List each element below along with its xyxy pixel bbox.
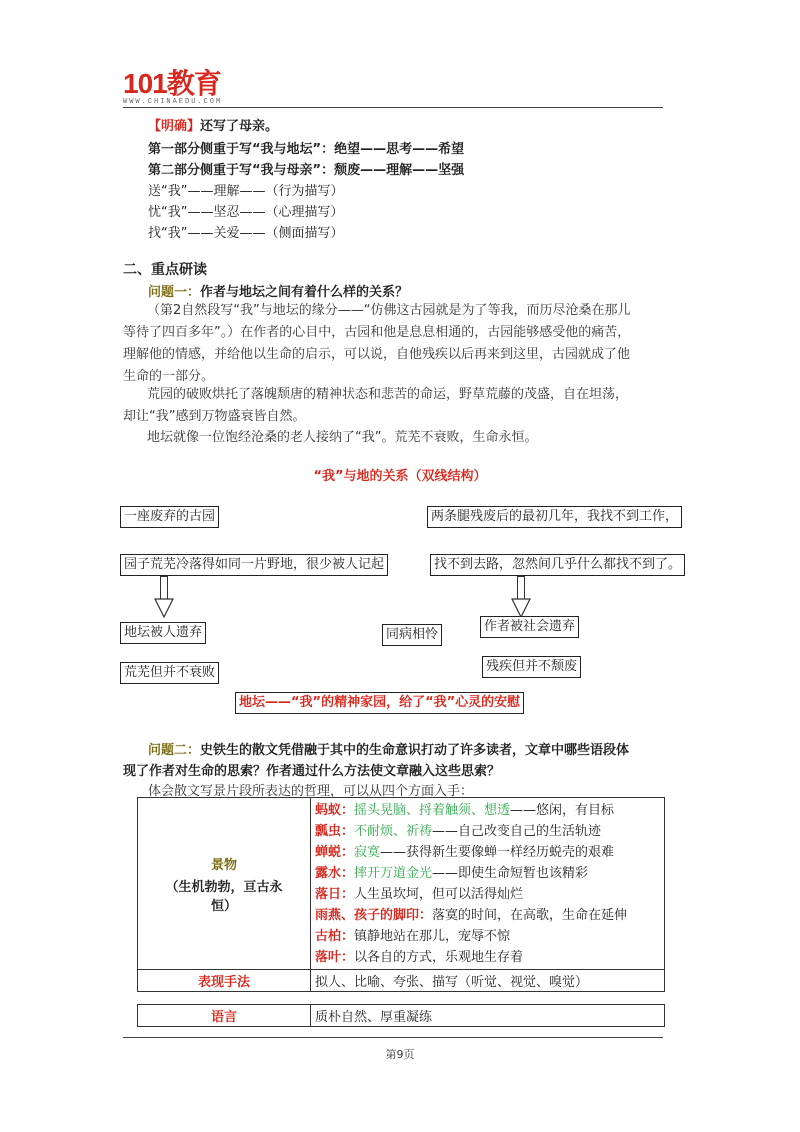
list-item: 古柏：镇静地站在那儿，宠辱不惊: [315, 929, 511, 944]
scene-details-cell: [311, 798, 665, 970]
q2-label: 问题二：: [148, 743, 201, 758]
list-item: 蝉蜕：寂寞——获得新生要像蝉一样经历蜕壳的艰难: [315, 845, 615, 860]
header-rule: [123, 107, 663, 108]
question-2-line-1: [148, 741, 629, 761]
page-number: 第9页: [385, 1048, 415, 1061]
mother-line-2: 忧“我”——坚忍——（心理描写）: [148, 205, 344, 220]
logo-subtext: WWW.CHINAEDU.COM: [123, 98, 223, 106]
list-item: 露水：摔开万道金光——即使生命短暂也该精彩: [315, 866, 589, 881]
diagram-left-box-2: 园子荒芜冷落得如同一片野地，很少被人记起: [120, 554, 388, 576]
list-item: 雨燕、孩子的脚印：落寞的时间，在高歌，生命在延伸: [315, 908, 628, 923]
diagram-right-box-3: 作者被社会遗弃: [480, 616, 579, 638]
part1-summary: 第一部分侧重于写“我与地坛”：绝望——思考——希望: [148, 142, 465, 157]
right-arrow-head: [511, 598, 531, 618]
method-label: 表现手法: [138, 970, 311, 992]
question-2-line-2: 现了作者对生命的思索？作者通过什么方法使文章融入这些思索？: [123, 764, 501, 779]
paragraph-2: 荒园的破败烘托了落魄颓唐的精神状态和悲苦的命运，野草荒藤的茂盛，自在坦荡，却让“我”感到万物盛衰皆自然。: [123, 387, 629, 424]
left-arrow-head: [154, 598, 174, 618]
left-arrow-shaft: [160, 576, 168, 599]
right-arrow-shaft: [517, 576, 525, 599]
table-row: [138, 970, 665, 992]
analysis-table: [137, 797, 665, 992]
footer-rule: [123, 1037, 663, 1038]
scene-subtitle-2: 恒）: [210, 898, 237, 914]
diagram-conclusion-box: 地坛——“我”的精神家园，给了“我”心灵的安慰: [235, 692, 524, 714]
method-value: 拟人、比喻、夸张、描写（听觉、视觉、嗅觉）: [311, 970, 665, 992]
diagram-right-box-2: 找不到去路，忽然间几乎什么都找不到了。: [430, 554, 685, 576]
diagram-center-box: 同病相怜: [382, 624, 442, 646]
paragraph-1: （第2自然段写“我”与地坛的缘分——“仿佛这古园就是为了等我，而历尽沧桑在那儿等待了四百多年”。）在作者的心目中，古园和他是息息相通的，古园能够感受他的痛苦，理解他的情感，并给他以生命的启示，可以说，自他残疾以后再来到这里，古园就成了他生命的一部分。: [123, 303, 631, 384]
scene-title: 景物: [210, 857, 237, 873]
logo-text: 101教育: [123, 68, 221, 99]
section-heading: 二、重点研读: [123, 262, 207, 278]
mother-line-1: 送“我”——理解——（行为描写）: [148, 184, 344, 199]
part2-summary: 第二部分侧重于写“我与母亲”：颓废——理解——坚强: [148, 163, 465, 178]
diagram-left-box-4: 荒芜但并不衰败: [120, 662, 219, 684]
q2-intro: 体会散文写景片段所表达的哲理，可以从四个方面入手：: [148, 784, 474, 799]
table-row: [138, 798, 665, 970]
diagram-right-box-1: 两条腿残废后的最初几年，我找不到工作，: [427, 506, 682, 528]
mother-line-3: 找“我”——关爱——（侧面描写）: [148, 226, 344, 241]
mingque-line: [148, 117, 278, 137]
language-table: [137, 1004, 665, 1027]
list-item: 落日：人生虽坎坷，但可以活得灿烂: [315, 887, 524, 902]
scene-subtitle-1: （生机勃勃，亘古永: [165, 879, 283, 895]
table-row: [138, 1005, 665, 1027]
list-item: 瓢虫：不耐烦、祈祷——自己改变自己的生活轨迹: [315, 824, 602, 839]
mingque-tag: 【明确】: [148, 119, 201, 134]
paragraph-3: 地坛就像一位饱经沧桑的老人接纳了“我”。荒芜不衰败，生命永恒。: [147, 430, 538, 445]
q2-text-1: 史铁生的散文凭借融于其中的生命意识打动了许多读者，文章中哪些语段体: [200, 743, 630, 758]
list-item: 落叶：以各自的方式，乐观地生存着: [315, 950, 524, 965]
q1-label: 问题一：: [148, 285, 201, 300]
diagram-right-box-4: 残疾但并不颓废: [482, 656, 581, 678]
language-value: 质朴自然、厚重凝练: [311, 1005, 665, 1027]
list-item: 蚂蚁：摇头晃脑、捋着触须、想透——悠闲，有目标: [315, 803, 615, 818]
scene-cell: [138, 798, 311, 970]
brand-logo: [123, 62, 222, 106]
diagram-title: “我”与地的关系（双线结构）: [313, 469, 487, 484]
diagram-left-box-1: 一座废弃的古园: [120, 506, 219, 528]
diagram-left-box-3: 地坛被人遗弃: [120, 622, 206, 644]
q1-text: 作者与地坛之间有着什么样的关系？: [200, 285, 409, 300]
mingque-text: 还写了母亲。: [200, 119, 279, 134]
language-label: 语言: [138, 1005, 311, 1027]
